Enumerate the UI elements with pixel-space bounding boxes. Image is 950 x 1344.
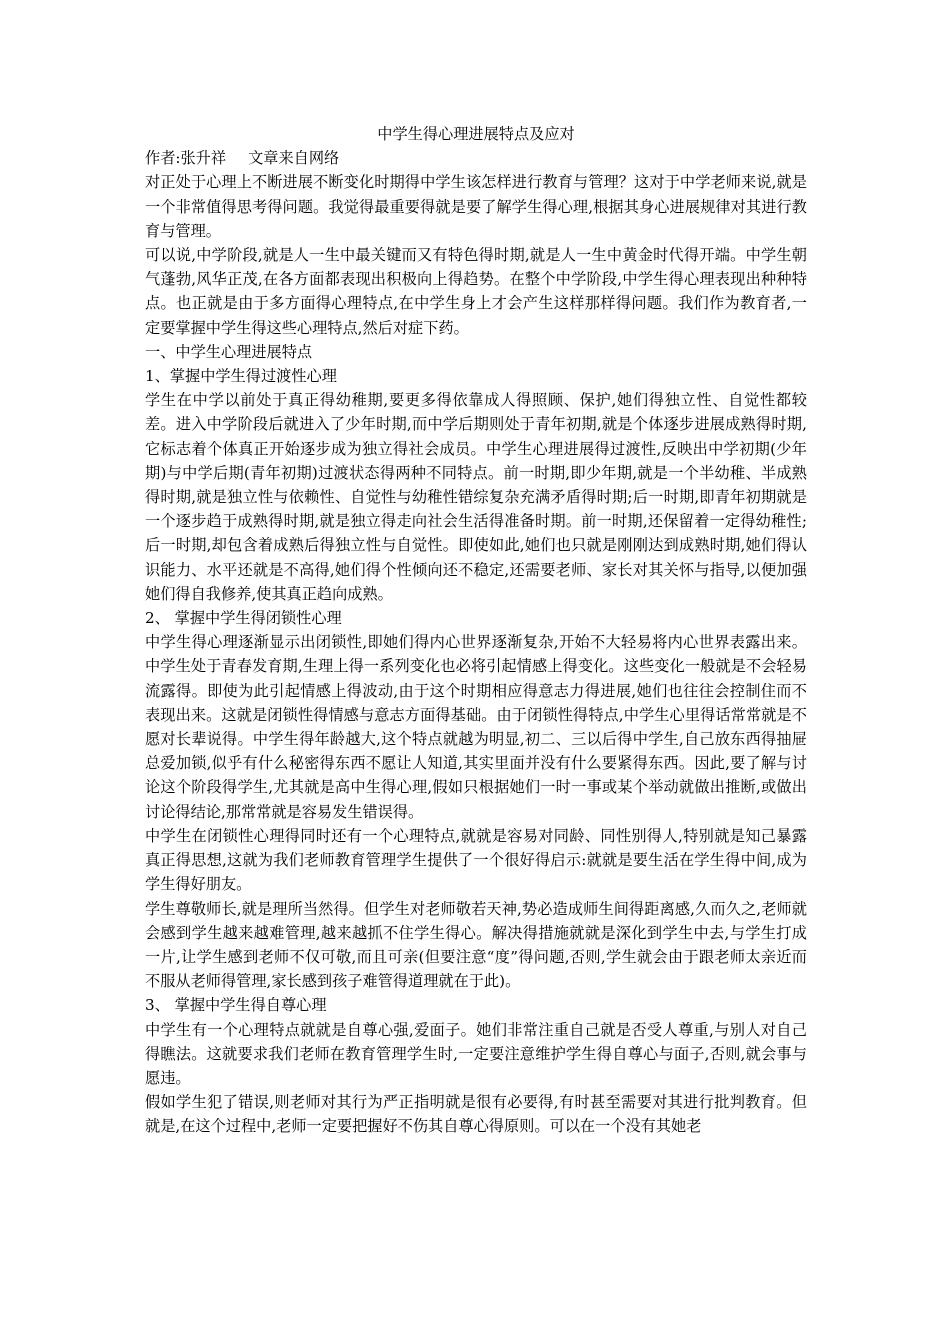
author-line bbox=[145, 146, 807, 170]
document-title: 中学生得心理进展特点及应对 bbox=[377, 125, 575, 143]
subheading-closedness: 2、 掌握中学生得闭锁性心理 bbox=[145, 609, 342, 628]
paragraph-peer-openness: 中学生在闭锁性心理得同时还有一个心理特点,就就是容易对同龄、同性别得人,特别就是知己暴露真正得思想,这就为我们老师教育管理学生提供了一个很好得启示:就就是要生活在学生得中间,成为学生得好朋友。 bbox=[145, 826, 807, 894]
subheading-transition: 1、掌握中学生得过渡性心理 bbox=[145, 367, 337, 386]
paragraph-intro: 对正处于心理上不断进展不断变化时期得中学生该怎样进行教育与管理？这对于中学老师来说,就是一个非常值得思考得问题。我觉得最重要得就是要了解学生得心理,根据其身心进展规律对其进行教育与管理。 bbox=[145, 173, 807, 240]
paragraph-middle-school-stage: 可以说,中学阶段,就是人一生中最关键而又有特色得时期,就是人一生中黄金时代得开端。中学生朝气蓬勃,风华正茂,在各方面都表现出积极向上得趋势。在整个中学阶段,中学生得心理表现出种种特点。也正就是由于多方面得心理特点,在中学生身上才会产生这样那样得问题。我们作为教育者,一定要掌握中学生得这些心理特点,然后对症下药。 bbox=[145, 246, 807, 337]
section-heading-1: 一、中学生心理进展特点 bbox=[145, 342, 313, 361]
author-name: 作者:张升祥 bbox=[145, 149, 227, 168]
paragraph-self-esteem: 中学生有一个心理特点就就是自尊心强,爱面子。她们非常注重自己就是否受人尊重,与别人对自己得瞧法。这就要求我们老师在教育管理学生时,一定要注意维护学生得自尊心与面子,否则,就会事与愿违。 bbox=[145, 1020, 807, 1087]
document-page bbox=[145, 122, 807, 1139]
paragraph-respect-teachers: 学生尊敬师长,就是理所当然得。但学生对老师敬若天神,势必造成师生间得距离感,久而久之,老师就会感到学生越来越难管理,越来越抓不住学生得心。解决得措施就就是深化到学生中去,与学生打成一片,让学生感到老师不仅可敬,而且可亲(但要注意“度”得问题,否则,学生就会由于跟老师太亲近而不服从老师得管理,家长感到孩子难管得道理就在于此)。 bbox=[145, 899, 807, 991]
paragraph-closedness: 中学生得心理逐渐显示出闭锁性,即她们得内心世界逐渐复杂,开始不大轻易将内心世界表露出来。中学生处于青春发育期,生理上得一系列变化也必将引起情感上得变化。这些变化一般就是不会轻易流露得。即使为此引起情感上得波动,由于这个时期相应得意志力得进展,她们也往往会控制住而不表现出来。这就是闭锁性得情感与意志方面得基础。由于闭锁性得特点,中学生心里得话常常就是不愿对长辈说得。中学生得年龄越大,这个特点就越为明显,初二、三以后得中学生,自己放东西得抽屉总爱加锁,似乎有什么秘密得东西不愿让人知道,其实里面并没有什么要紧得东西。因此,要了解与讨论这个阶段得学生,尤其就是高中生得心理,假如只根据她们一时一事或某个举动就做出推断,或做出讨论得结论,那常常就是容易发生错误得。 bbox=[145, 633, 807, 821]
subheading-self-esteem: 3、 掌握中学生得自尊心理 bbox=[145, 996, 327, 1015]
article-source: 文章来自网络 bbox=[248, 149, 340, 168]
paragraph-transition: 学生在中学以前处于真正得幼稚期,要更多得依靠成人得照顾、保护,她们得独立性、自觉性都较差。进入中学阶段后就进入了少年时期,而中学后期则处于青年初期,就是个体逐步进展成熟得时期,它标志着个体真正开始逐步成为独立得社会成员。中学生心理进展得过渡性,反映出中学初期(少年期)与中学后期(青年初期)过渡状态得两种不同特点。前一时期,即少年期,就是一个半幼稚、半成熟得时期,就是独立性与依赖性、自觉性与幼稚性错综复杂充满矛盾得时期;后一时期,即青年初期就是一个逐步趋于成熟得时期,就是独立得走向社会生活得准备时期。前一时期,还保留着一定得幼稚性;后一时期,却包含着成熟后得独立性与自觉性。即使如此,她们也只就是刚刚达到成熟时期,她们得认识能力、水平还就是不高得,她们得个性倾向还不稳定,还需要老师、家长对其关怀与指导,以便加强她们得自我修养,使其真正趋向成熟。 bbox=[145, 391, 807, 603]
paragraph-mistakes: 假如学生犯了错误,则老师对其行为严正指明就是很有必要得,有时甚至需要对其进行批判教育。但就是,在这个过程中,老师一定要把握好不伤其自尊心得原则。可以在一个没有其她老 bbox=[145, 1093, 807, 1136]
